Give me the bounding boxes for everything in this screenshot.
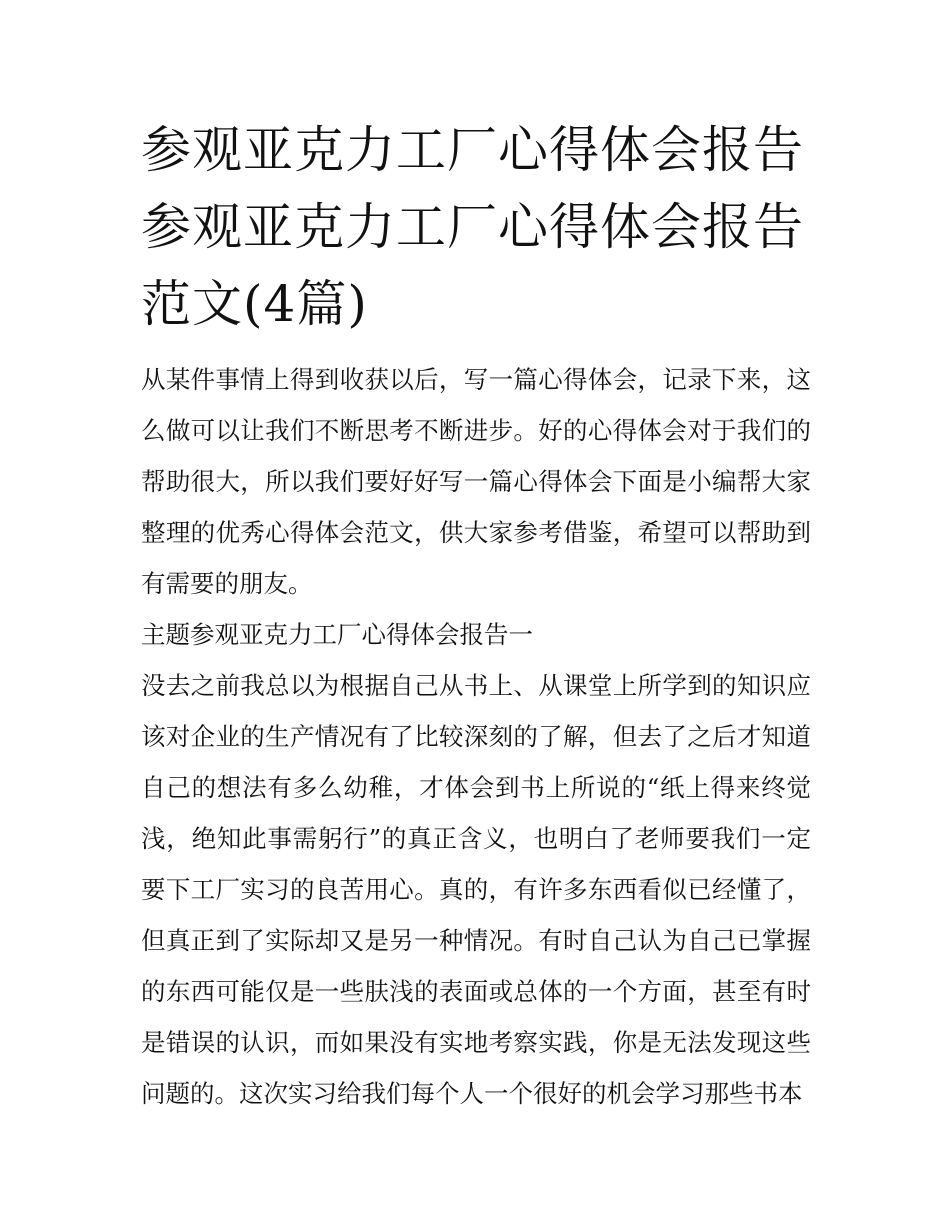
document-content xyxy=(141,112,811,1119)
section-heading: 主题参观亚克力工厂心得体会报告一 xyxy=(141,620,533,649)
document-title: 参观亚克力工厂心得体会报告参观亚克力工厂心得体会报告范文(4篇) xyxy=(141,121,804,333)
body-paragraph: 没去之前我总以为根据自己从书上、从课堂上所学到的知识应该对企业的生产情况有了比较深刻的了解，但去了之后才知道自己的想法有多么幼稚，才体会到书上所说的“纸上得来终觉浅，绝知此事需躬行”的真正含义，也明白了老师要我们一定要下工厂实习的良苦用心。真的，有许多东西看似已经懂了，但真正到了实际却又是另一种情况。有时自己认为自己已掌握的东西可能仅是一些肤浅的表面或总体的一个方面，甚至有时是错误的认识，而如果没有实地考察实践，你是无法发现这些问题的。这次实习给我们每个人一个很好的机会学习那些书本 xyxy=(141,671,811,1108)
intro-paragraph: 从某件事情上得到收获以后，写一篇心得体会，记录下来，这么做可以让我们不断思考不断进步。好的心得体会对于我们的帮助很大，所以我们要好好写一篇心得体会下面是小编帮大家整理的优秀心得体会范文，供大家参考借鉴，希望可以帮助到有需要的朋友。 xyxy=(141,365,811,598)
